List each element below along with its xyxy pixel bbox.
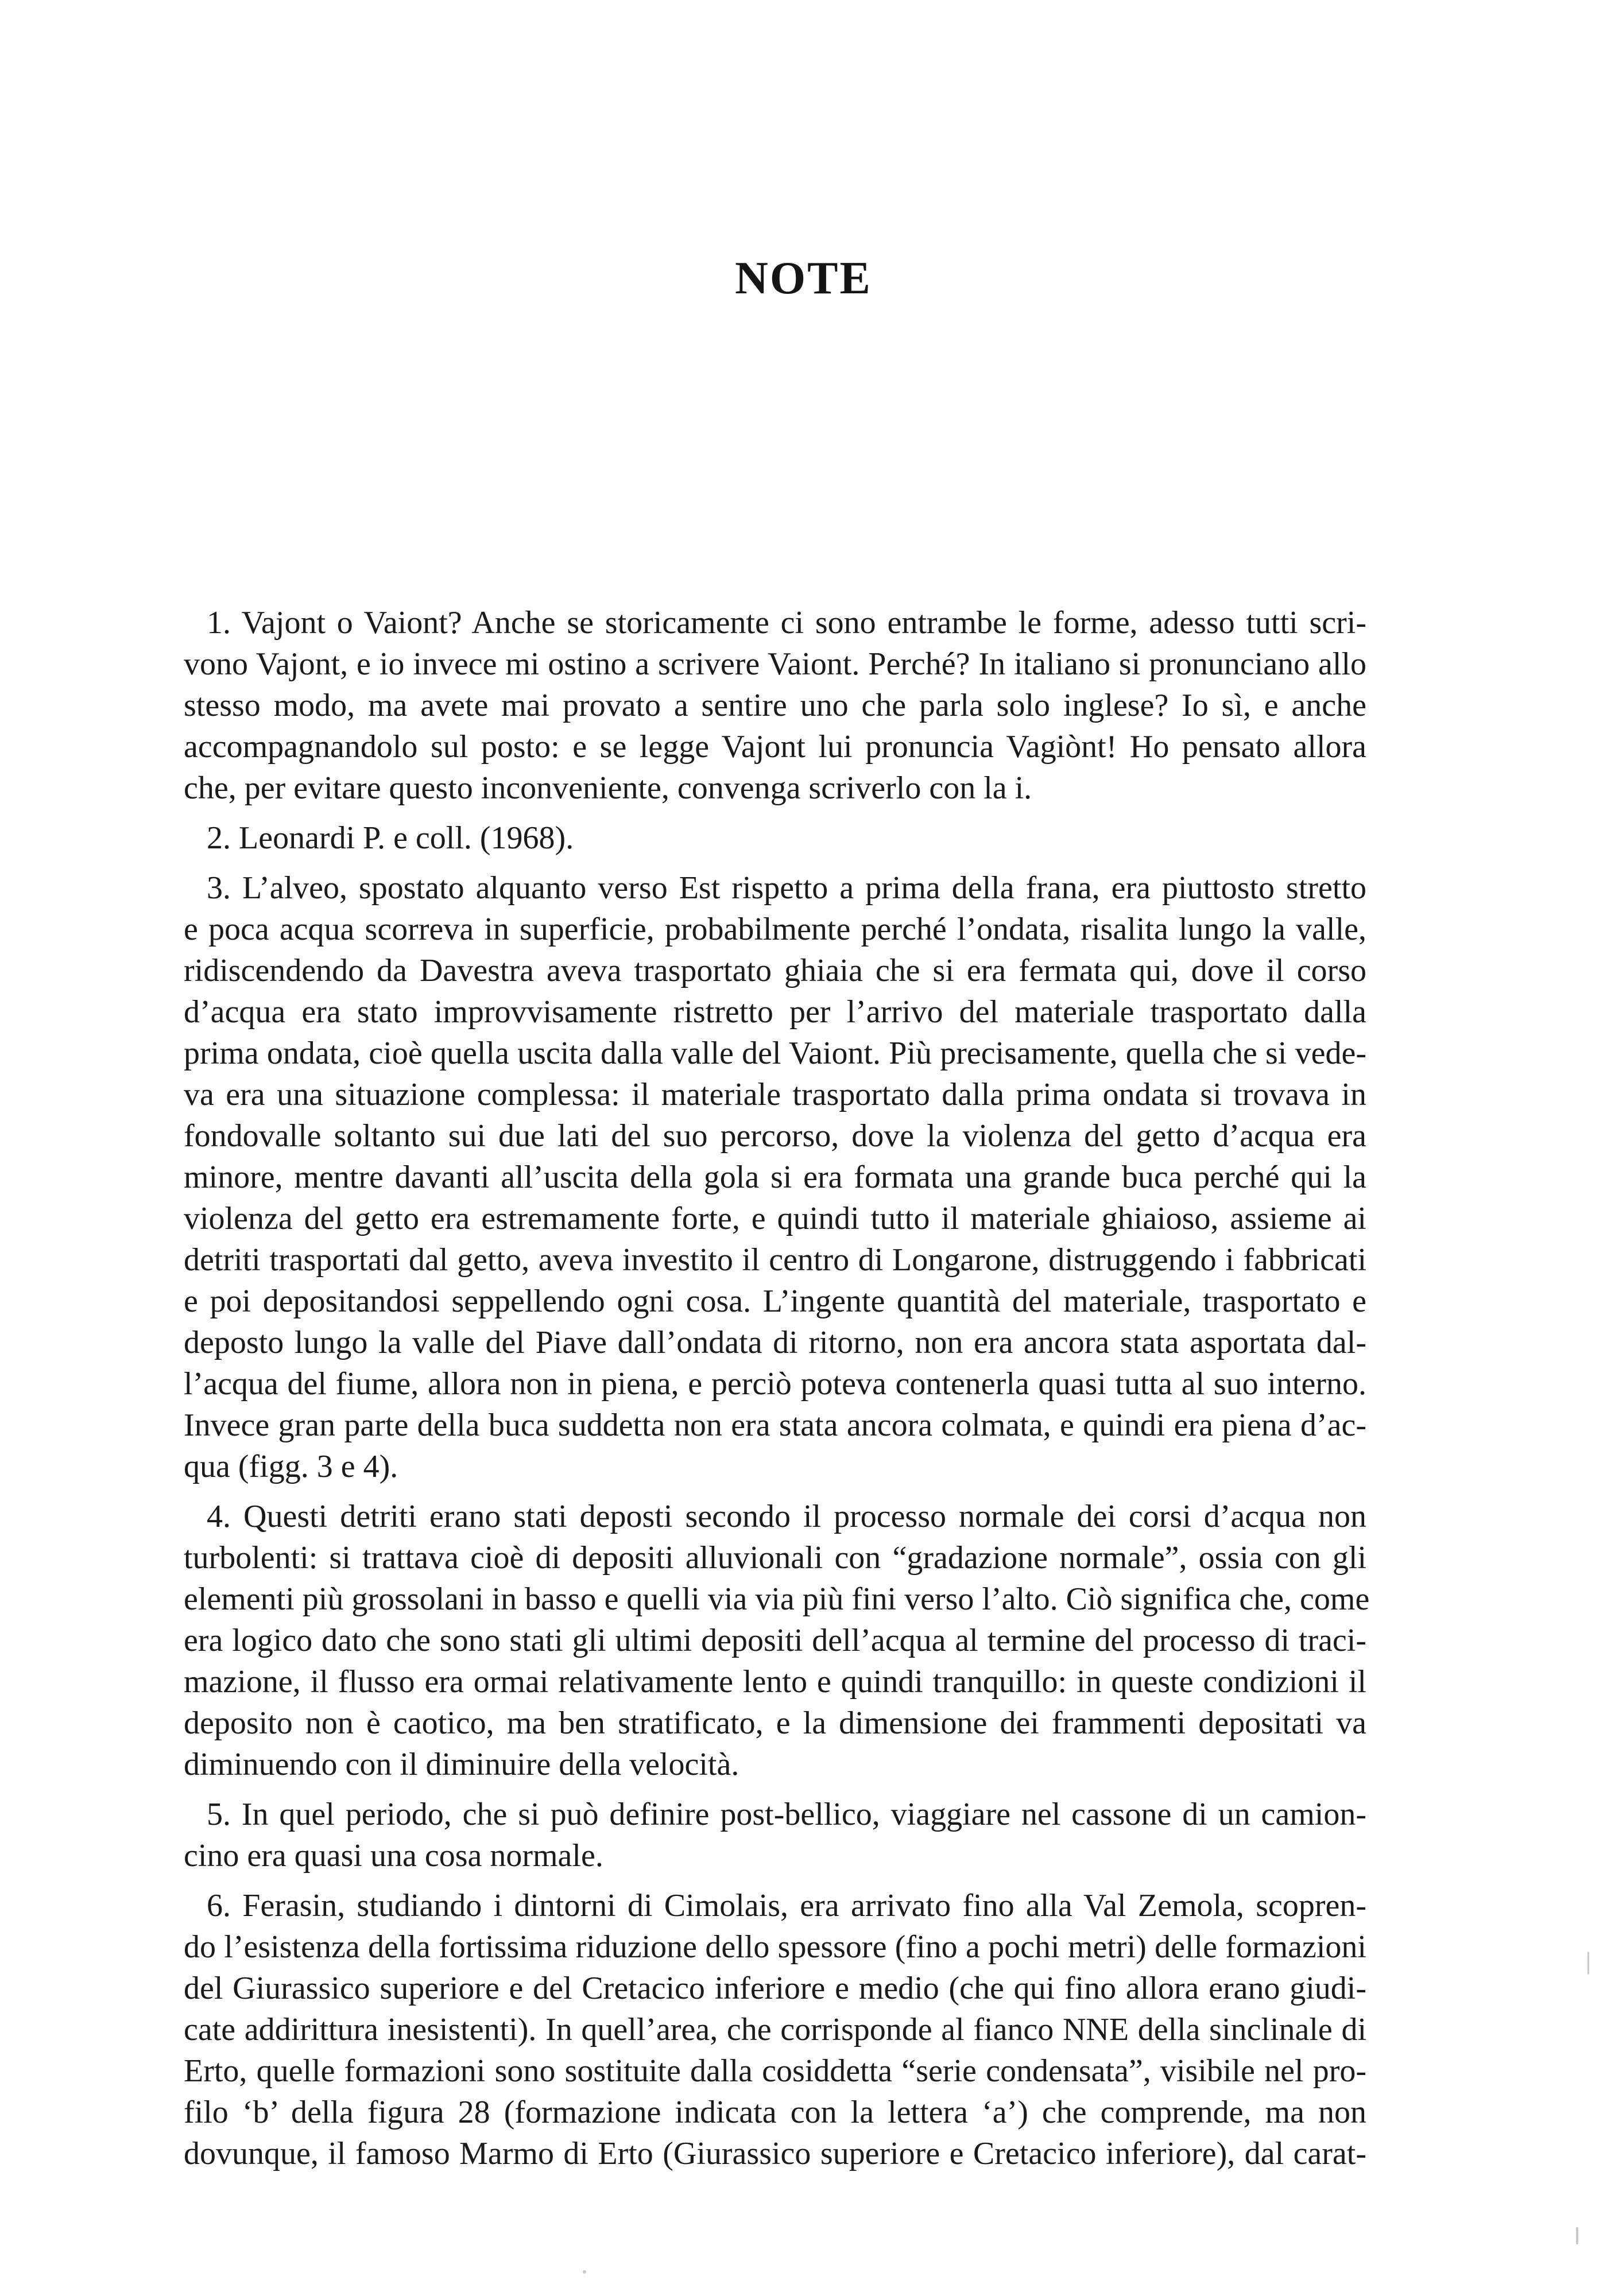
note-6-line-1 [184, 1886, 1366, 1926]
note-line: e poca acqua scorreva in superficie, probabilmente perché l’ondata, risalita lungo la valle, [184, 912, 1366, 947]
scan-speck [1587, 1952, 1589, 1975]
note-line: ridiscendendo da Davestra aveva trasportato ghiaia che si era fermata qui, dove il corso [184, 953, 1366, 988]
note-line: deposto lungo la valle del Piave dall’ondata di ritorno, non era ancora stata asportata dal- [184, 1325, 1366, 1360]
note-number: 4. [207, 1499, 231, 1534]
note-line: del Giurassico superiore e del Cretacico inferiore e medio (che qui fino allora erano giudi- [184, 1971, 1366, 2006]
note-number: 5. [207, 1797, 231, 1832]
note-line: che, per evitare questo inconveniente, convenga scriverlo con la i. [184, 770, 1032, 806]
note-line: accompagnandolo sul posto: e se legge Vajont lui pronuncia Vagiònt! Ho pensato allora [184, 729, 1366, 765]
note-line: Invece gran parte della buca suddetta non era stata ancora colmata, e quindi era piena d’ac- [184, 1407, 1366, 1443]
note-text: Ferasin, studiando i dintorni di Cimolais, era arrivato fino alla Val Zemola, scopren- [242, 1888, 1367, 1923]
note-5-line-1 [184, 1794, 1366, 1835]
note-line: deposito non è caotico, ma ben stratificato, e la dimensione dei frammenti depositati va [184, 1705, 1366, 1741]
note-number: 2. [207, 820, 231, 856]
note-line: stesso modo, ma avete mai provato a sentire uno che parla solo inglese? Io sì, e anche [184, 688, 1366, 723]
note-line: minore, mentre davanti all’uscita della gola si era formata una grande buca perché qui la [184, 1159, 1366, 1195]
note-text: In quel periodo, che si può definire post-bellico, viaggiare nel cassone di un camion- [241, 1797, 1366, 1832]
page-title: NOTE [735, 253, 872, 304]
note-text: L’alveo, spostato alquanto verso Est rispetto a prima della frana, era piuttosto stretto [242, 870, 1367, 906]
note-line: prima ondata, cioè quella uscita dalla valle del Vaiont. Più precisamente, quella che si vede- [184, 1035, 1366, 1071]
note-line: d’acqua era stato improvvisamente ristretto per l’arrivo del materiale trasportato dalla [184, 994, 1366, 1030]
note-line: va era una situazione complessa: il materiale trasportato dalla prima ondata si trovava in [184, 1077, 1366, 1112]
note-line: mazione, il flusso era ormai relativamente lento e quindi tranquillo: in queste condizioni il [184, 1664, 1366, 1700]
scan-speck [583, 2270, 586, 2274]
note-1-line-1 [184, 603, 1366, 643]
note-line: vono Vajont, e io invece mi ostino a scrivere Vaiont. Perché? In italiano si pronunciano allo [184, 646, 1366, 682]
note-line: elementi più grossolani in basso e quelli via via più fini verso l’alto. Ciò significa che, come [184, 1581, 1370, 1617]
note-line: fondovalle soltanto sui due lati del suo percorso, dove la violenza del getto d’acqua era [184, 1118, 1366, 1154]
note-line: era logico dato che sono stati gli ultimi depositi dell’acqua al termine del processo di traci- [184, 1623, 1366, 1658]
note-line: Erto, quelle formazioni sono sostituite dalla cosiddetta “serie condensata”, visibile nel pro- [184, 2053, 1366, 2089]
note-line: l’acqua del fiume, allora non in piena, e perciò poteva contenerla quasi tutta al suo interno. [184, 1366, 1366, 1402]
note-number: 3. [207, 870, 231, 906]
note-3-line-1 [184, 868, 1366, 908]
note-line: diminuendo con il diminuire della velocità. [184, 1747, 739, 1782]
note-line: do l’esistenza della fortissima riduzione dello spessore (fino a pochi metri) delle formazioni [184, 1929, 1366, 1965]
note-2-line-1 [184, 818, 1366, 858]
scan-speck [1576, 2227, 1578, 2244]
note-line: detriti trasportati dal getto, aveva investito il centro di Longarone, distruggendo i fabbricati [184, 1242, 1366, 1278]
note-line: filo ‘b’ della figura 28 (formazione indicata con la lettera ‘a’) che comprende, ma non [184, 2095, 1366, 2130]
note-line: cate addirittura inesistenti). In quell’area, che corrisponde al fianco NNE della sinclinale di [184, 2012, 1366, 2047]
note-line: e poi depositandosi seppellendo ogni cosa. L’ingente quantità del materiale, trasportato e [184, 1283, 1366, 1319]
note-line: qua (figg. 3 e 4). [184, 1449, 398, 1484]
note-line: dovunque, il famoso Marmo di Erto (Giurassico superiore e Cretacico inferiore), dal carat- [184, 2136, 1366, 2171]
note-text: Vajont o Vaiont? Anche se storicamente ci sono entrambe le forme, adesso tutti scri- [241, 605, 1366, 641]
note-number: 1. [207, 605, 231, 641]
note-text: Leonardi P. e coll. (1968). [239, 820, 574, 856]
note-line: cino era quasi una cosa normale. [184, 1838, 603, 1874]
note-text: Questi detriti erano stati deposti secondo il processo normale dei corsi d’acqua non [243, 1499, 1367, 1534]
note-line: violenza del getto era estremamente forte, e quindi tutto il materiale ghiaioso, assieme ai [184, 1201, 1366, 1236]
note-4-line-1 [184, 1496, 1366, 1537]
note-number: 6. [207, 1888, 231, 1923]
note-line: turbolenti: si trattava cioè di depositi alluvionali con “gradazione normale”, ossia con gli [184, 1540, 1366, 1576]
